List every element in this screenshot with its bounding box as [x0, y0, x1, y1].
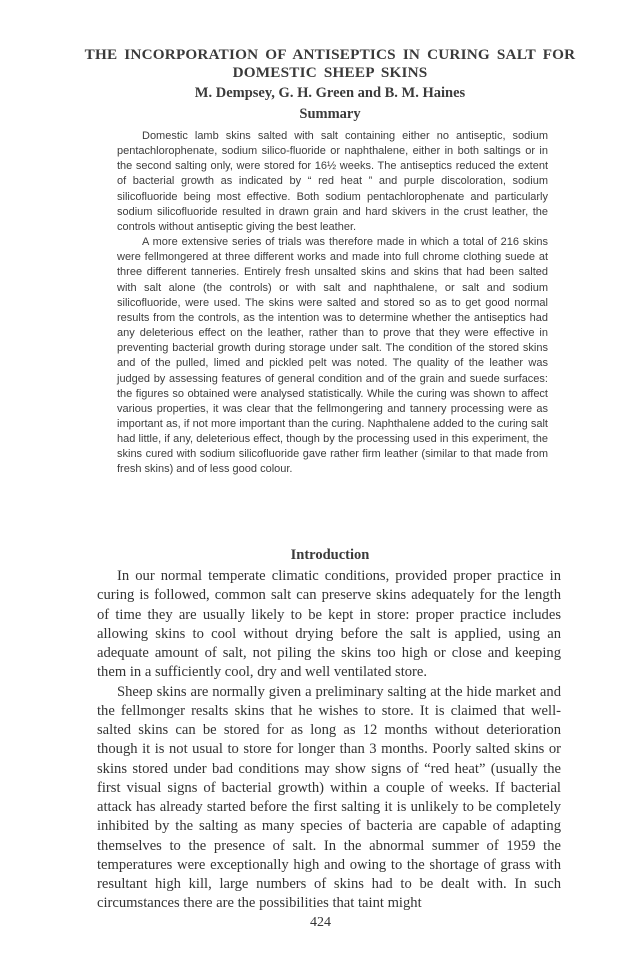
summary-paragraph: Domestic lamb skins salted with salt containing either no antiseptic, sodium pentachlorophenate, sodium silico-fluoride or naphthalene, either in both saltings or in the second salting only, were stored for 16½ weeks. The antiseptics reduced the extent of bacterial growth as indicated by “ red heat ” and purple discoloration, sodium silicofluoride being most effective. Both sodium pentachlorophenate and particularly sodium silicofluoride resulted in drawn grain and hard skivers in the crust leather, the controls without antiseptic giving the best leather. — [117, 130, 548, 233]
body-paragraph: In our normal temperate climatic conditions, provided proper practice in curing is followed, common salt can preserve skins adequately for the length of time they are usually likely to be kept in store: proper practice includes allowing skins to cool without drying before the salt is applied, using an adequate amount of salt, not piling the skins too high or close and keeping them in a sufficiently cool, dry and well ventilated store. — [97, 568, 561, 681]
paper-title — [60, 46, 600, 82]
paper-title-line-1: THE INCORPORATION OF ANTISEPTICS IN CURING SALT FOR — [84, 46, 576, 63]
paper-title-line-2: DOMESTIC SHEEP SKINS — [232, 64, 428, 81]
page-number: 424 — [310, 915, 331, 930]
summary-paragraph: A more extensive series of trials was therefore made in which a total of 216 skins were fellmongered at three different works and made into full chrome clothing suede at three different tanneries. Entirely fresh unsalted skins and skins that had been salted with salt alone (the controls) or with salt and naphthalene, or salt and sodium silicofluoride, were used. The skins were salted and stored so as to get good normal results from the controls, as the intention was to determine whether the antiseptics had any deleterious effect on the leather, rather than to prove that they were effective in preventing bacterial growth during storage under salt. The condition of the stored skins and of the pulled, limed and pickled pelt was noted. The quality of the leather was judged by assessing features of general condition and of the grain and suede surfaces: the figures so obtained were analysed statistically. While the curing was shown to affect various properties, it was clear that the fellmongering and tannery processing were as important as, if not more important than the curing. Naphthalene added to the curing salt had little, if any, deleterious effect, though by the processing used in this experiment, the skins cured with sodium silicofluoride gave rather firm leather (similar to that made from fresh skins) and of less good colour. — [117, 236, 548, 476]
summary-section — [117, 129, 548, 478]
introduction-heading: Introduction — [290, 547, 370, 563]
introduction-section — [97, 567, 561, 914]
summary-heading: Summary — [299, 106, 361, 122]
body-paragraph: Sheep skins are normally given a preliminary salting at the hide market and the fellmonger resalts skins that he wishes to store. It is claimed that well-salted skins can be stored for as long as 12 months without deterioration though it is not usual to store for longer than 3 months. Poorly salted skins or skins stored under bad conditions may show signs of “red heat” (usually the first visual signs of bacterial growth) within a couple of weeks. If bacterial attack has already started before the first salting it is unlikely to be completely inhibited by the salting as many species of bacteria are capable of adapting themselves to the presence of salt. In the abnormal summer of 1959 the temperatures were exceptionally high and owing to the shortage of grass with resultant high kill, large numbers of skins had to be dealt with. In such circumstances there are the possibilities that taint might — [97, 683, 561, 912]
author-list: M. Dempsey, G. H. Green and B. M. Haines — [194, 85, 466, 101]
